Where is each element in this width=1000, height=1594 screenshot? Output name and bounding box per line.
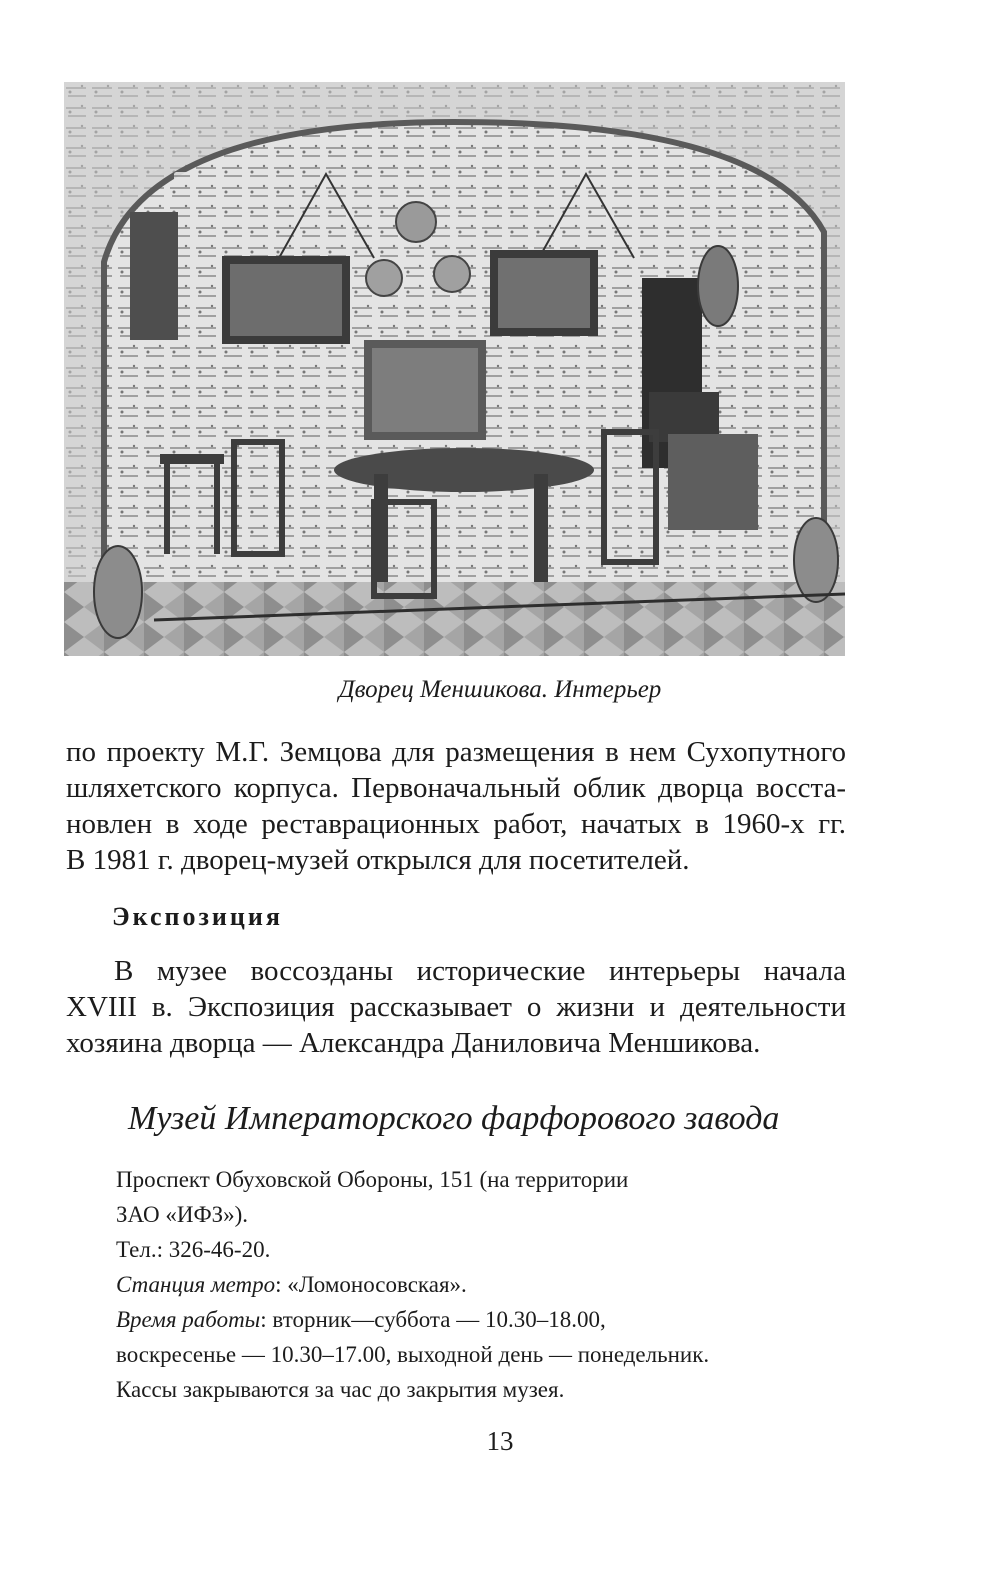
paragraph-line: В 1981 г. дворец-музей открылся для посетителей. [66, 844, 690, 876]
phone-line: Тел.: 326-46-20. [116, 1237, 271, 1262]
museum-title: Музей Императорского фарфорового завода [128, 1100, 780, 1137]
section-heading: Экспозиция [112, 902, 283, 931]
address-line: Проспект Обуховской Обороны, 151 (на территории [116, 1167, 629, 1192]
hours-label: Время работы [116, 1307, 261, 1332]
hours-line [116, 1302, 816, 1337]
metro-line [116, 1267, 816, 1302]
cashier-line: Кассы закрываются за час до закрытия музея. [116, 1377, 565, 1402]
paragraph-line: новлен в ходе реставрационных работ, начатых в 1960-х гг. [66, 808, 846, 840]
museum-info [116, 1162, 816, 1407]
hours-line-2: воскресенье — 10.30–17.00, выходной день — понедельник. [116, 1342, 710, 1367]
paragraph-line: шляхетского корпуса. Первоначальный облик дворца восста- [66, 772, 846, 804]
body-paragraph [66, 953, 846, 1061]
hours-value: : вторник—суббота — 10.30–18.00, [260, 1307, 606, 1332]
paragraph-line: по проекту М.Г. Земцова для размещения в нем Сухопутного [66, 736, 846, 768]
address-line: ЗАО «ИФЗ»). [116, 1202, 249, 1227]
metro-label: Станция метро [116, 1272, 276, 1297]
paragraph-line: В музее воссозданы исторические интерьеры начала [114, 955, 846, 987]
paragraph-line: хозяина дворца — Александра Даниловича Меншикова. [66, 1027, 761, 1059]
photo-caption: Дворец Меншикова. Интерьер [338, 676, 662, 703]
metro-value: : «Ломоносовская». [275, 1272, 467, 1297]
page-number: 13 [486, 1426, 514, 1456]
interior-photo-icon [64, 82, 845, 656]
paragraph-line: XVIII в. Экспозиция рассказывает о жизни и деятельности [66, 991, 846, 1023]
interior-photo [64, 82, 845, 656]
body-paragraph [66, 734, 846, 878]
